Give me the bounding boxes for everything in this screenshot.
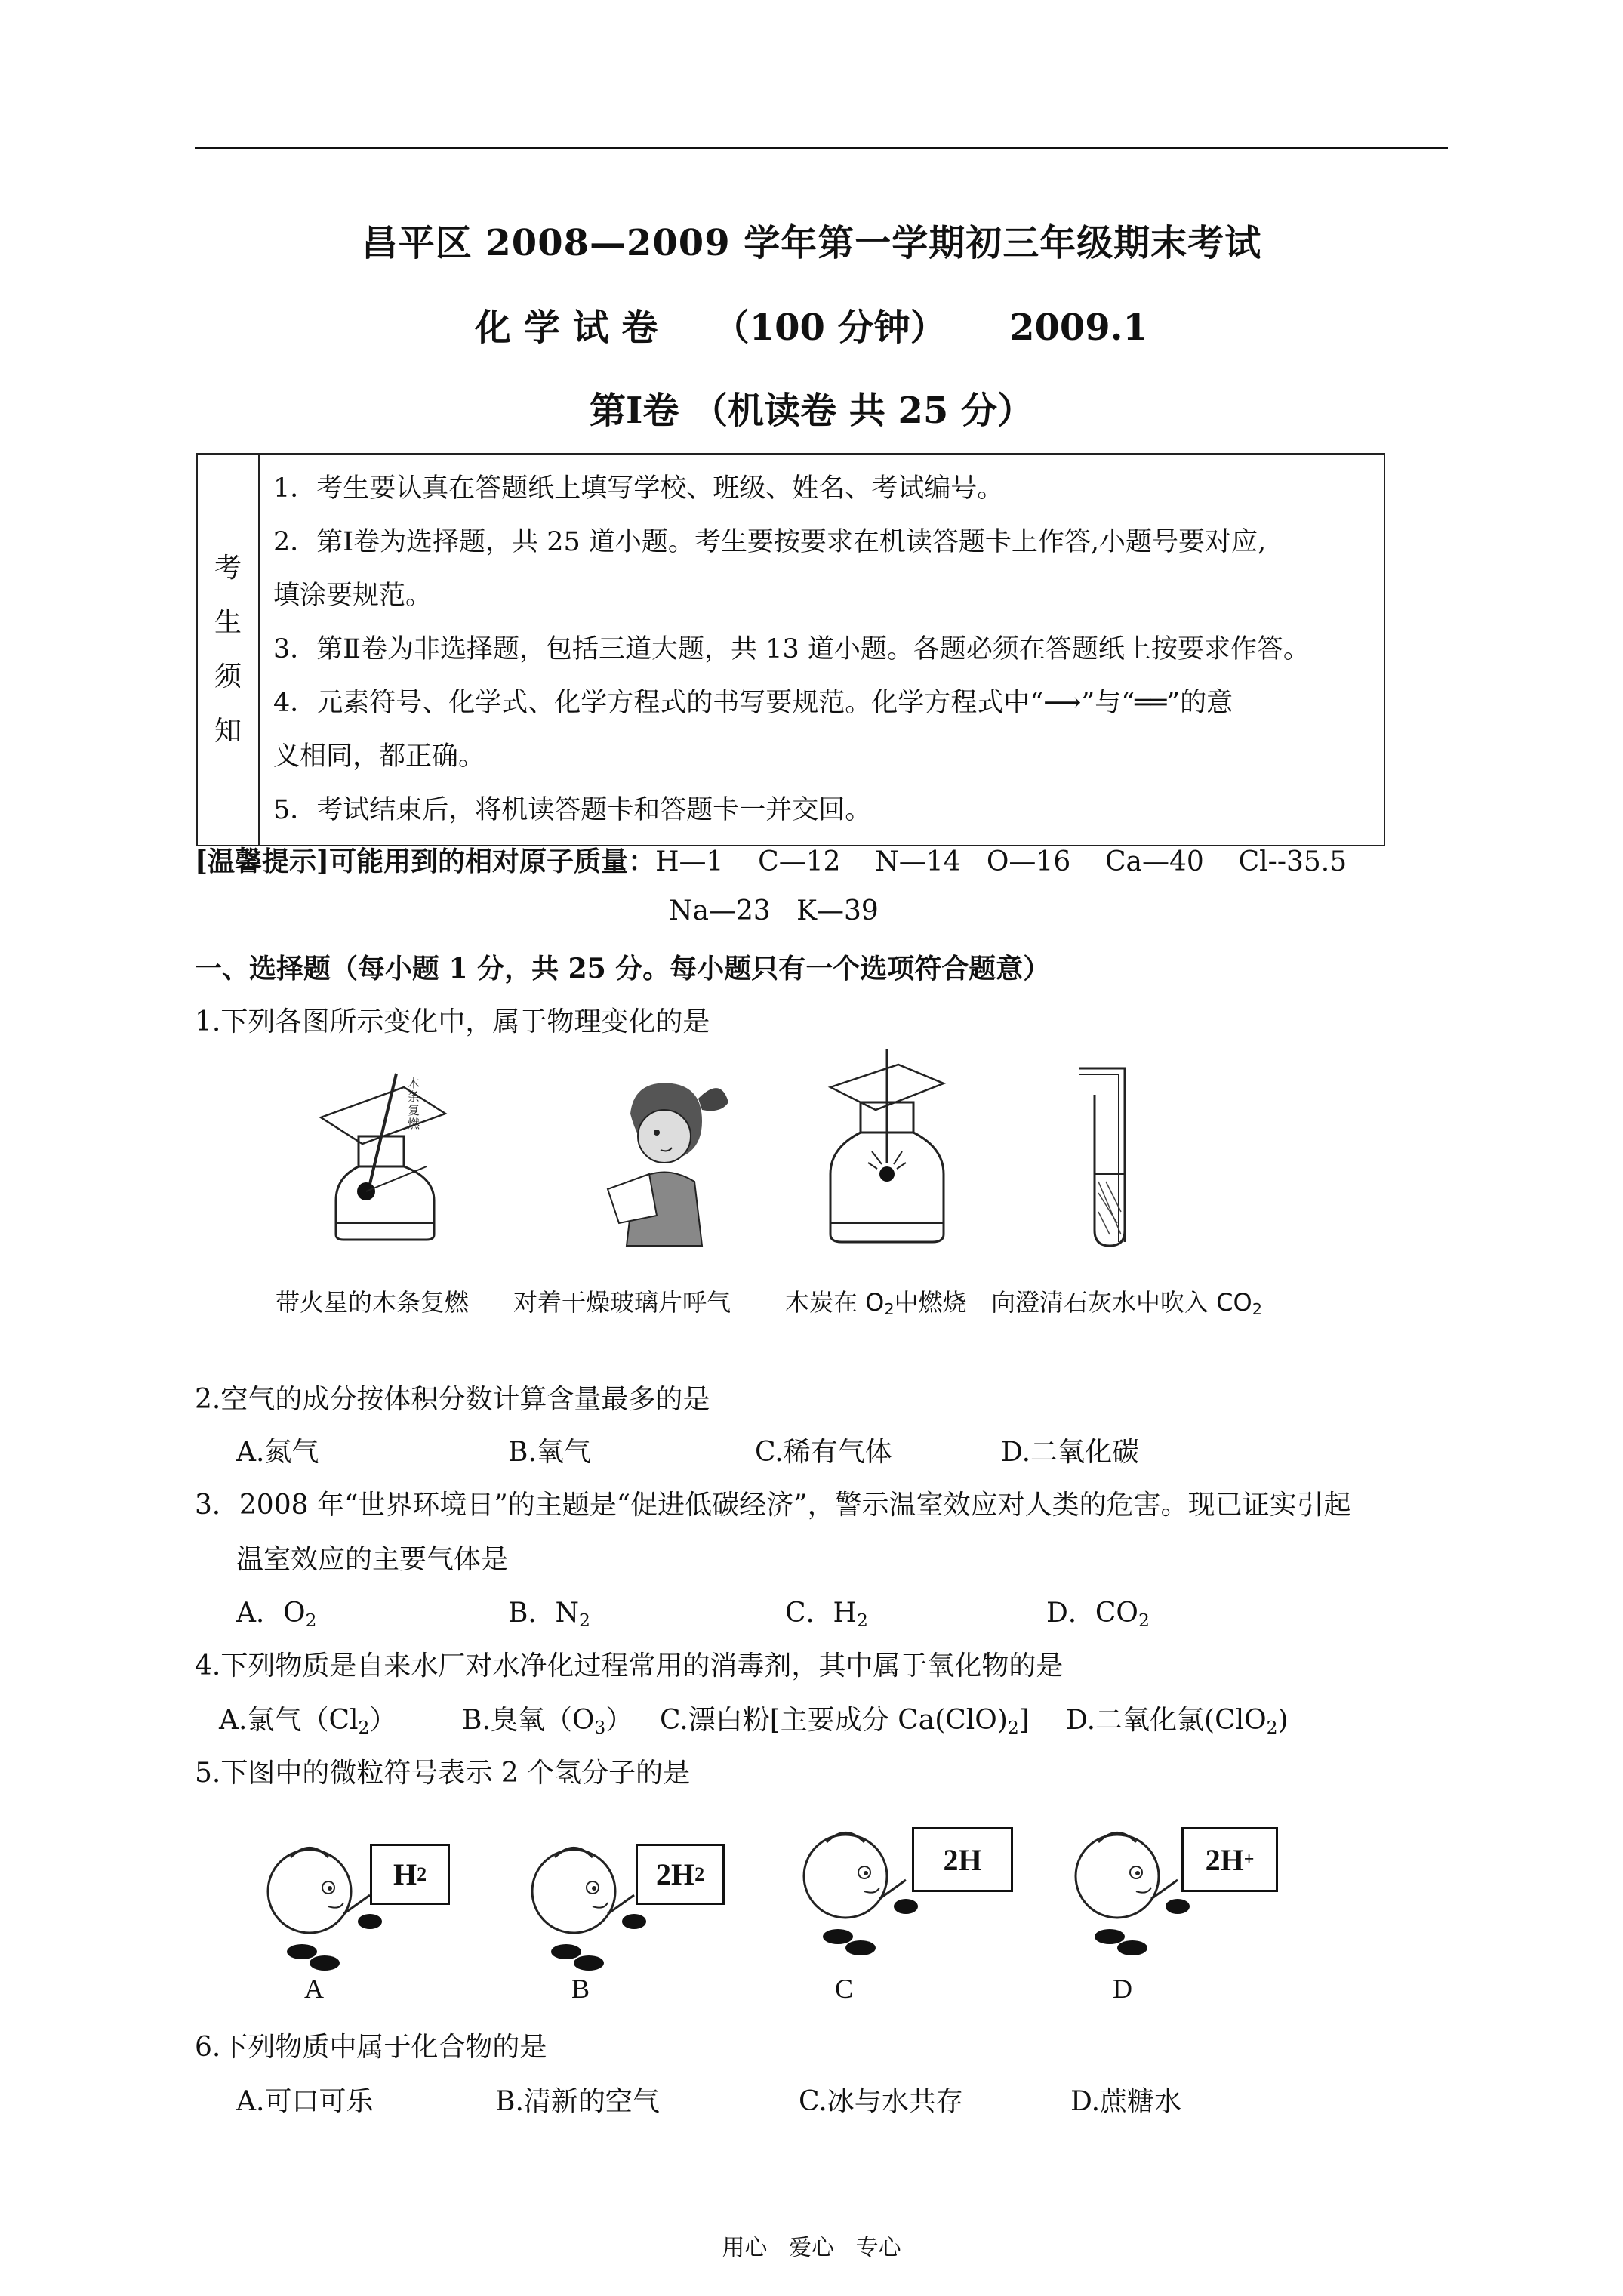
section-title: 第Ⅰ卷 （机读卷 共 25 分） [589,390,1034,432]
q3-stem-line2: 温室效应的主要气体是 [236,1544,509,1575]
q5-box-d: 2H + [1181,1827,1278,1892]
duration-label: （100 分钟） [713,307,947,349]
q6-option-d[interactable]: D.蔗糖水 [1070,2086,1182,2117]
notice-line: 4．元素符号、化学式、化学方程式的书写要规范。化学方程式中“⟶”与“══”的意 [273,688,1233,718]
q3-option-c[interactable]: C．$H_2$ [785,1598,868,1631]
exam-subtitle [0,298,1623,350]
girl-breathing-figure [589,1068,740,1250]
q2-option-b[interactable]: B.氧气 [508,1437,591,1468]
q1-caption-4: 向澄清石灰水中吹入 $CO_2$ [991,1288,1262,1319]
q4-option-c[interactable]: C.漂白粉[主要成分 $Ca(ClO)_2$] [660,1705,1030,1738]
notice-line: 填涂要规范。 [273,581,433,611]
top-rule [195,147,1448,149]
atomic-mass-tip: [温馨提示]可能用到的相对原子质量：H—1 C—12 N—14 O—16 Ca—40 Cl--35.5 [195,846,1347,877]
jar-label-text: 木条复燃 [408,1076,420,1131]
q5-label-d[interactable]: D [1113,1974,1132,2004]
date-label: 2009.1 [1009,307,1148,349]
q5-stem: 5.下图中的微粒符号表示 2 个氢分子的是 [195,1758,691,1789]
q4-option-a[interactable]: A.氯气$(Cl_2)$ [219,1705,397,1738]
q2-option-a[interactable]: A.氮气 [236,1437,319,1468]
q5-box-c: 2H [912,1827,1013,1892]
q3-option-a[interactable]: A．$O_2$ [236,1598,317,1631]
notice-content [259,454,1384,846]
notice-label: 考 生 须 知 [197,454,259,846]
q2-option-c[interactable]: C.稀有气体 [755,1437,892,1468]
test-tube-figure [1076,1061,1159,1250]
part1-heading: 一、选择题（每小题 1 分，共 25 分。每小题只有一个选项符合题意） [195,953,1051,985]
q3-stem-line1: 3．2008 年“世界环境日”的主题是“促进低碳经济”，警示温室效应对人类的危害。现已证实引起 [195,1490,1351,1521]
q5-label-c[interactable]: C [835,1974,854,2004]
exam-notice-table [196,453,1385,846]
q2-option-d[interactable]: D.二氧化碳 [1001,1437,1140,1468]
q2-stem: 2.空气的成分按体积分数计算含量最多的是 [195,1384,710,1415]
q1-caption-2: 对着干燥玻璃片呼气 [513,1288,731,1317]
page-footer: 用心 爱心 专心 [722,2235,901,2261]
q1-stem: 1.下列各图所示变化中，属于物理变化的是 [195,1006,710,1037]
q5-box-b: 2H 2 [636,1844,725,1905]
q6-option-c[interactable]: C.冰与水共存 [799,2086,963,2117]
q5-box-a: H 2 [370,1844,450,1905]
notice-line: 2．第Ⅰ卷为选择题，共 25 道小题。考生要按要求在机读答题卡上作答,小题号要对应, [273,527,1267,557]
notice-line: 义相同，都正确。 [273,741,485,772]
charcoal-in-oxygen-figure [815,1049,959,1253]
q5-label-a[interactable]: A [304,1974,324,2004]
q1-caption-3: 木炭在 $O_2$中燃烧 [785,1288,967,1319]
q4-option-b[interactable]: B.臭氧$(O_3)$ [462,1705,633,1738]
jar-splint-figure [313,1072,487,1246]
q4-stem: 4.下列物质是自来水厂对水净化过程常用的消毒剂，其中属于氧化物的是 [195,1650,1064,1681]
q1-caption-1: 带火星的木条复燃 [276,1288,470,1317]
q4-option-d[interactable]: D.二氧化氯(ClO$_2$) [1066,1705,1289,1738]
q3-option-b[interactable]: B．$N_2$ [508,1598,590,1631]
notice-line: 5．考试结束后，将机读答题卡和答题卡一并交回。 [273,795,872,825]
exam-title: 昌平区 2008—2009 学年第一学期初三年级期末考试 [361,222,1262,264]
q6-option-a[interactable]: A.可口可乐 [236,2086,374,2117]
q3-option-d[interactable]: D．$CO_2$ [1046,1598,1150,1631]
q6-stem: 6.下列物质中属于化合物的是 [195,2032,547,2063]
atomic-mass-tip-2: Na—23 K—39 [669,895,879,926]
notice-line: 1．考生要认真在答题纸上填写学校、班级、姓名、考试编号。 [273,473,1004,504]
subject-label: 化 学 试 卷 [475,307,658,349]
q5-label-b[interactable]: B [571,1974,590,2004]
q6-option-b[interactable]: B.清新的空气 [495,2086,660,2117]
notice-line: 3．第Ⅱ卷为非选择题，包括三道大题，共 13 道小题。各题必须在答题纸上按要求作答。 [273,634,1310,664]
